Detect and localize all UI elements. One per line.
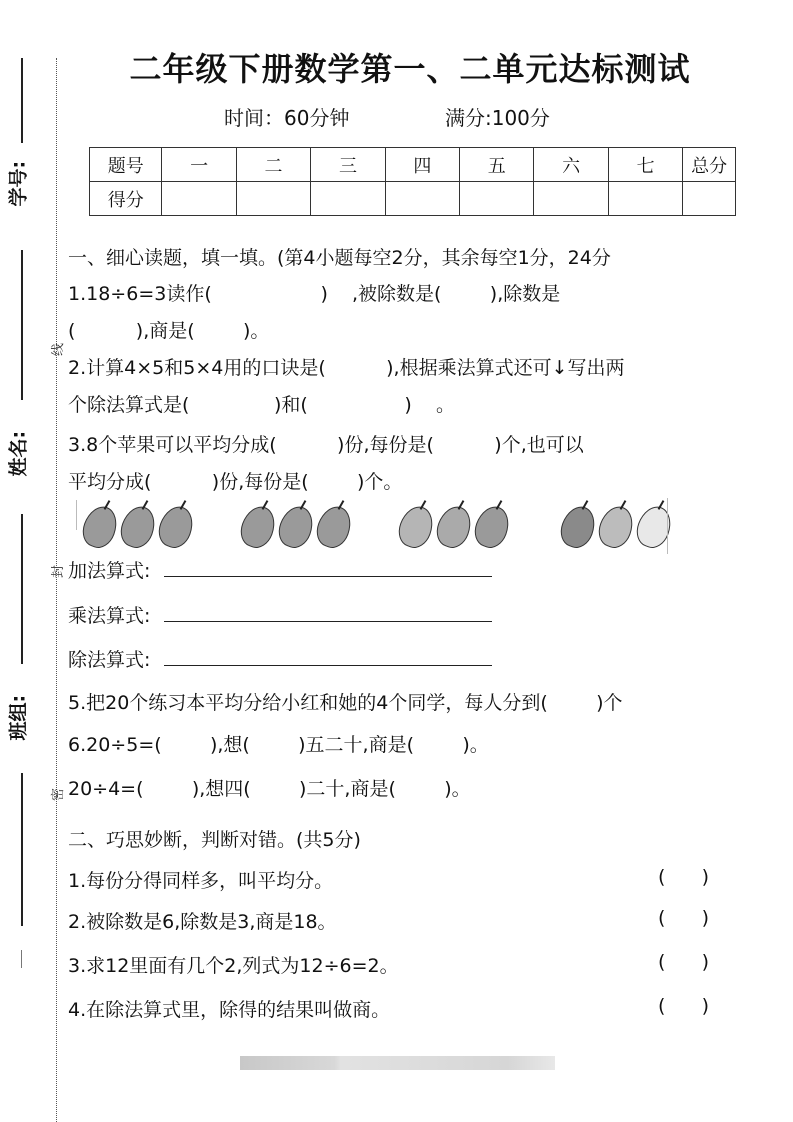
header-cell: 七 bbox=[608, 148, 682, 182]
name-label: 姓名: bbox=[7, 430, 30, 477]
judge-answer-4[interactable]: ( ) bbox=[658, 995, 710, 1017]
score-cell[interactable] bbox=[534, 182, 608, 216]
judge-answer-2[interactable]: ( ) bbox=[658, 907, 710, 929]
question-3-line-2: 平均分成( )份,每份是( )个。 bbox=[68, 471, 403, 493]
student-id-label: 学号: bbox=[7, 160, 30, 207]
apple-group-1 bbox=[82, 500, 194, 552]
score-cell[interactable] bbox=[683, 182, 736, 216]
judge-item-1: 1.每份分得同样多，叫平均分。 bbox=[68, 870, 334, 892]
header-cell: 六 bbox=[534, 148, 608, 182]
addition-label: 加法算式: bbox=[68, 560, 151, 582]
seal-char-xian: 线 bbox=[51, 342, 67, 357]
margin-line-2 bbox=[21, 250, 23, 400]
division-answer-line[interactable] bbox=[164, 665, 492, 666]
margin-line-3 bbox=[21, 514, 23, 664]
apple-icon bbox=[120, 500, 156, 546]
image-left-edge bbox=[76, 500, 77, 530]
multiplication-answer-line[interactable] bbox=[164, 621, 492, 622]
full-score: 满分:100分 bbox=[445, 106, 550, 130]
apple-icon bbox=[278, 500, 314, 546]
apple-icon bbox=[436, 500, 472, 546]
question-2-line-2: 个除法算式是( )和( ) 。 bbox=[68, 394, 455, 416]
apple-icon bbox=[82, 500, 118, 546]
section2-heading: 二、巧思妙断，判断对错。(共5分) bbox=[68, 829, 361, 851]
question-6-line-2: 20÷4=( ),想四( )二十,商是( )。 bbox=[68, 778, 471, 800]
apple-icon bbox=[398, 500, 434, 546]
seal-char-feng: 封 bbox=[51, 564, 67, 579]
header-cell: 三 bbox=[311, 148, 385, 182]
score-row-label: 得分 bbox=[90, 182, 162, 216]
apple-icon bbox=[316, 500, 352, 546]
apple-group-3 bbox=[398, 500, 510, 552]
score-table bbox=[89, 147, 736, 216]
seal-char-mi: 密 bbox=[51, 787, 67, 802]
page-title: 二年级下册数学第一、二单元达标测试 bbox=[129, 50, 691, 88]
header-cell: 题号 bbox=[90, 148, 162, 182]
apple-icon bbox=[474, 500, 510, 546]
score-cell[interactable] bbox=[236, 182, 310, 216]
score-cell[interactable] bbox=[460, 182, 534, 216]
header-cell: 一 bbox=[162, 148, 236, 182]
judge-answer-1[interactable]: ( ) bbox=[658, 866, 710, 888]
score-cell[interactable] bbox=[385, 182, 459, 216]
judge-answer-3[interactable]: ( ) bbox=[658, 951, 710, 973]
class-label: 班组: bbox=[7, 694, 30, 741]
score-cell[interactable] bbox=[608, 182, 682, 216]
time-limit: 时间：60分钟 bbox=[224, 106, 350, 130]
question-3-line-1: 3.8个苹果可以平均分成( )份,每份是( )个,也可以 bbox=[68, 434, 584, 456]
header-cell: 总分 bbox=[683, 148, 736, 182]
score-table-score-row bbox=[90, 182, 736, 216]
question-2-line-1: 2.计算4×5和5×4用的口诀是( ),根据乘法算式还可↓写出两 bbox=[68, 357, 625, 379]
apple-icon bbox=[240, 500, 276, 546]
apple-group-4 bbox=[560, 500, 672, 552]
header-cell: 二 bbox=[236, 148, 310, 182]
margin-line-5 bbox=[21, 950, 22, 968]
question-1-line-2: ( ),商是( )。 bbox=[68, 320, 270, 342]
judge-item-3: 3.求12里面有几个2,列式为12÷6=2。 bbox=[68, 955, 399, 977]
multiplication-label: 乘法算式: bbox=[68, 605, 151, 627]
header-cell: 四 bbox=[385, 148, 459, 182]
margin-line-4 bbox=[21, 773, 23, 926]
blurred-watermark bbox=[240, 1056, 555, 1070]
judge-item-2: 2.被除数是6,除数是3,商是18。 bbox=[68, 911, 337, 933]
section1-heading: 一、细心读题，填一填。(第4小题每空2分，其余每空1分，24分 bbox=[68, 247, 611, 269]
question-1-line-1: 1.18÷6=3读作( ) ,被除数是( ),除数是 bbox=[68, 283, 561, 305]
apple-icon bbox=[598, 500, 634, 546]
margin-line-1 bbox=[21, 58, 23, 143]
score-cell[interactable] bbox=[162, 182, 236, 216]
header-cell: 五 bbox=[460, 148, 534, 182]
binding-dotted-line bbox=[56, 58, 57, 1122]
question-6-line-1: 6.20÷5=( ),想( )五二十,商是( )。 bbox=[68, 734, 489, 756]
apple-group-2 bbox=[240, 500, 352, 552]
division-label: 除法算式: bbox=[68, 649, 151, 671]
score-table-header-row bbox=[90, 148, 736, 182]
apple-icon bbox=[560, 500, 596, 546]
addition-answer-line[interactable] bbox=[164, 576, 492, 577]
judge-item-4: 4.在除法算式里，除得的结果叫做商。 bbox=[68, 999, 391, 1021]
score-cell[interactable] bbox=[311, 182, 385, 216]
question-5: 5.把20个练习本平均分给小红和她的4个同学，每人分到( )个 bbox=[68, 692, 623, 714]
image-right-edge bbox=[667, 498, 668, 554]
apple-icon bbox=[158, 500, 194, 546]
